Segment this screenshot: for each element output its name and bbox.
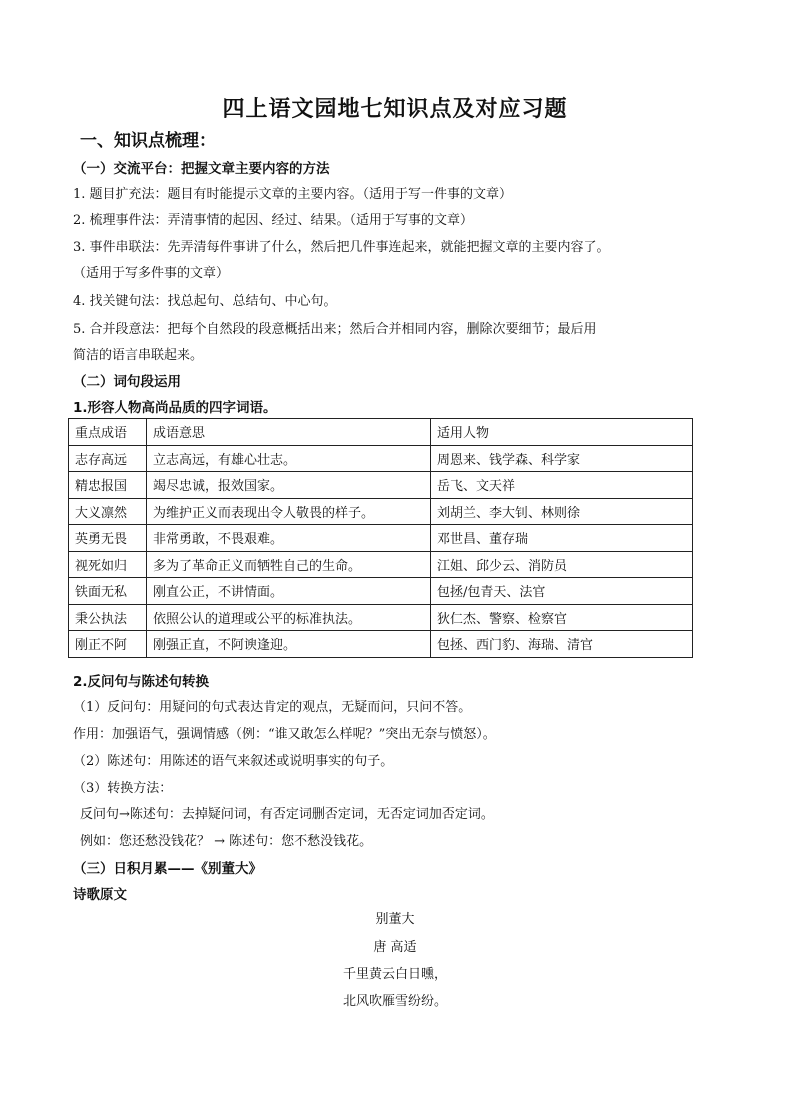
table-cell-idiom: 刚正不阿 <box>69 631 147 658</box>
table-cell-people: 邓世昌、董存瑞 <box>431 525 693 552</box>
table-cell-meaning: 为维护正义而表现出令人敬畏的样子。 <box>147 498 431 525</box>
table-cell-people: 江姐、邱少云、消防员 <box>431 551 693 578</box>
table-cell-idiom: 志存高远 <box>69 445 147 472</box>
subheading-word-sentence: （二）词句段运用 <box>73 374 181 390</box>
table-header-cell: 成语意思 <box>147 419 431 446</box>
subheading-exchange-platform: （一）交流平台：把握文章主要内容的方法 <box>73 161 330 177</box>
method-item-continuation: 简洁的语言串联起来。 <box>73 348 204 363</box>
table-header-cell: 适用人物 <box>431 419 693 446</box>
rhetorical-line: 例如：您还愁没钱花？ → 陈述句：您不愁没钱花。 <box>80 834 373 849</box>
table-cell-people: 狄仁杰、警察、检察官 <box>431 604 693 631</box>
poem-heading: 诗歌原文 <box>73 887 127 903</box>
table-cell-meaning: 刚直公正，不讲情面。 <box>147 578 431 605</box>
table-cell-idiom: 视死如归 <box>69 551 147 578</box>
poem-line: 千里黄云白日曛， <box>342 967 447 982</box>
heading-rhetorical: 2.反问句与陈述句转换 <box>73 674 210 690</box>
table-row <box>69 631 693 658</box>
subheading-accumulation: （三）日积月累——《别董大》 <box>73 861 262 877</box>
table-cell-meaning: 多为了革命正义而牺牲自己的生命。 <box>147 551 431 578</box>
table-cell-meaning: 依照公认的道理或公平的标准执法。 <box>147 604 431 631</box>
table-cell-idiom: 精忠报国 <box>69 472 147 499</box>
rhetorical-line: （3）转换方法： <box>73 781 173 796</box>
table-cell-people: 岳飞、文天祥 <box>431 472 693 499</box>
table-row <box>69 498 693 525</box>
poem-title: 别董大 <box>375 912 415 927</box>
table-cell-people: 包拯/包青天、法官 <box>431 578 693 605</box>
table-cell-meaning: 刚强正直，不阿谀逢迎。 <box>147 631 431 658</box>
table-row <box>69 578 693 605</box>
idioms-table <box>68 418 693 658</box>
table-cell-idiom: 大义凛然 <box>69 498 147 525</box>
table-row <box>69 525 693 552</box>
table-row <box>69 472 693 499</box>
method-item: 5. 合并段意法：把每个自然段的段意概括出来；然后合并相同内容，删除次要细节；最后用 <box>73 322 597 337</box>
table-cell-meaning: 非常勇敢，不畏艰难。 <box>147 525 431 552</box>
rhetorical-line: 反问句→陈述句：去掉疑问词，有否定词删否定词，无否定词加否定词。 <box>80 807 494 822</box>
table-cell-idiom: 秉公执法 <box>69 604 147 631</box>
table-cell-people: 刘胡兰、李大钊、林则徐 <box>431 498 693 525</box>
method-item: 4. 找关键句法：找总起句、总结句、中心句。 <box>73 294 337 309</box>
rhetorical-line: （2）陈述句：用陈述的语气来叙述或说明事实的句子。 <box>73 754 394 769</box>
method-item: 1. 题目扩充法：题目有时能提示文章的主要内容。（适用于写一件事的文章） <box>73 187 513 202</box>
rhetorical-line: 作用：加强语气，强调情感（例：“谁又敢怎么样呢？”突出无奈与愤怒）。 <box>73 727 496 742</box>
poem-author: 唐 高适 <box>373 940 417 955</box>
method-item: 2. 梳理事件法：弄清事情的起因、经过、结果。（适用于写事的文章） <box>73 213 474 228</box>
table-cell-people: 周恩来、钱学森、科学家 <box>431 445 693 472</box>
method-item: 3. 事件串联法：先弄清每件事讲了什么，然后把几件事连起来，就能把握文章的主要内容了。 <box>73 240 610 255</box>
table-cell-idiom: 英勇无畏 <box>69 525 147 552</box>
document-title: 四上语文园地七知识点及对应习题 <box>222 97 568 122</box>
heading-idioms: 1.形容人物高尚品质的四字词语。 <box>73 400 277 416</box>
section-heading-knowledge: 一、知识点梳理： <box>80 131 216 151</box>
table-cell-people: 包拯、西门豹、海瑞、清官 <box>431 631 693 658</box>
table-row <box>69 604 693 631</box>
table-cell-meaning: 竭尽忠诚，报效国家。 <box>147 472 431 499</box>
table-row <box>69 445 693 472</box>
table-cell-idiom: 铁面无私 <box>69 578 147 605</box>
poem-line: 北风吹雁雪纷纷。 <box>342 994 447 1009</box>
rhetorical-line: （1）反问句：用疑问的句式表达肯定的观点，无疑而问，只问不答。 <box>73 700 472 715</box>
table-header-cell: 重点成语 <box>69 419 147 446</box>
method-item-continuation: （适用于写多件事的文章） <box>73 266 230 281</box>
table-row <box>69 551 693 578</box>
table-cell-meaning: 立志高远，有雄心壮志。 <box>147 445 431 472</box>
table-header-row <box>69 419 693 446</box>
